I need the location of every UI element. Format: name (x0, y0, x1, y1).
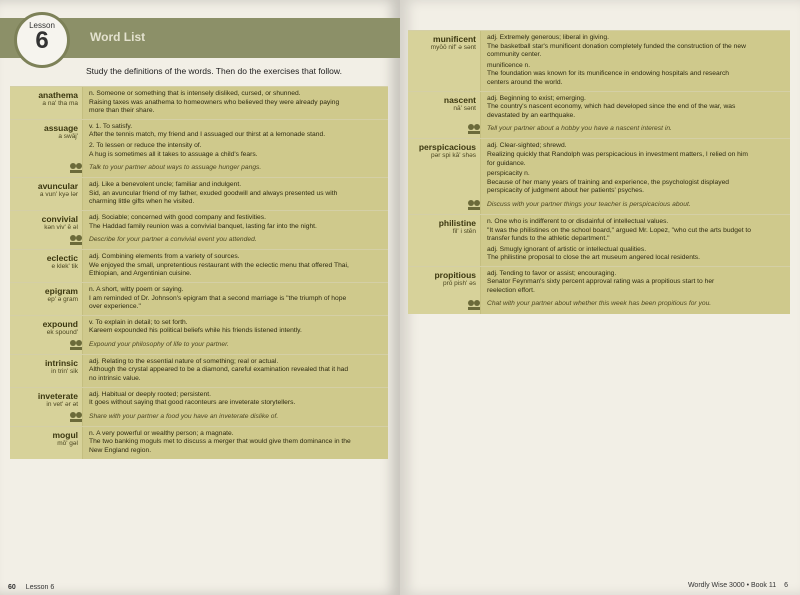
footer-lesson: Lesson 6 (25, 584, 55, 591)
definition-line: Because of her many years of training and experience, the psychologist displayed (487, 178, 730, 186)
definition-line: adj. Tending to favor or assist; encouraging. (487, 269, 617, 277)
word-entry (10, 426, 388, 459)
word-entry (10, 387, 388, 426)
definition-line: The basketball star's munificent donation completely funded the construction of the new (487, 42, 746, 50)
headword-text: philistine (438, 217, 476, 228)
page-number-right: 6 (784, 582, 788, 589)
definition-body (480, 215, 790, 266)
talk-text: Share with your partner a food you have an inveterate dislike of. (89, 412, 279, 420)
headword-text: eclectic (46, 253, 78, 264)
talk-prompt (487, 199, 784, 211)
book-title: Wordly Wise 3000 • Book 11 (687, 582, 777, 589)
pronunciation: myōō nif' ə sənt (430, 44, 476, 51)
definition-line: no intrinsic value. (89, 375, 141, 383)
definition-body (82, 250, 388, 282)
headword (10, 355, 82, 387)
definition-body (82, 211, 388, 249)
word-entry (10, 249, 388, 282)
pronunciation: nā' sənt (453, 104, 476, 112)
word-entry (10, 354, 388, 387)
word-entry (408, 214, 790, 266)
pronunciation: ep' ə gram (47, 295, 78, 303)
headword-text: munificent (433, 34, 476, 44)
definition-body (480, 139, 790, 214)
discussion-icon (69, 234, 83, 246)
lesson-number: 6 (35, 27, 49, 54)
pronunciation: in vet' ər ət (46, 400, 78, 408)
headword (408, 31, 480, 91)
headword-text: inveterate (37, 390, 78, 401)
headword-text: perspicacious (418, 142, 476, 153)
word-entry (10, 86, 388, 119)
pronunciation: prō pish' əs (442, 279, 476, 287)
definition-line: perspicacity n. (487, 170, 530, 178)
definition-line: centers around the world. (487, 78, 563, 86)
left-word-list (10, 86, 388, 459)
definition-line: devastated by an earthquake. (487, 111, 576, 119)
definition-line: adj. Extremely generous; liberal in giving. (487, 34, 609, 41)
definition-line: adj. Habitual or deeply rooted; persistent. (89, 390, 211, 398)
pronunciation: a vun' kyə lər (39, 191, 78, 199)
pronunciation: e klek' tik (51, 263, 78, 271)
discussion-icon (467, 199, 481, 211)
definition-body (480, 92, 790, 139)
definition-line: I am reminded of Dr. Johnson's epigram that a second marriage is "the triumph of hope (89, 294, 347, 302)
headword (10, 87, 82, 119)
definition-line: community center. (487, 51, 542, 59)
discussion-icon (69, 162, 83, 174)
right-word-list (408, 30, 790, 314)
headword-text: expound (42, 318, 78, 329)
pronunciation: mō' gəl (57, 439, 78, 447)
talk-prompt (89, 234, 382, 246)
definition-line: Senator Feynman's sixty percent approval rating was a propitious start to her (487, 278, 715, 286)
definition-line: The foundation was known for its munificence in endowing hospitals and research (487, 70, 730, 78)
definition-line: adj. Like a benevolent uncle; familiar and indulgent. (89, 181, 242, 189)
definition-line: charming little gifts when he visited. (89, 198, 195, 206)
word-entry (10, 119, 388, 177)
definition-line: The Haddad family reunion was a convivial banquet, lasting far into the night. (89, 222, 317, 230)
definition-line: adj. Smugly ignorant of artistic or intellectual qualities. (487, 245, 647, 253)
definition-line: The philistine proposal to close the art museum angered local residents. (487, 254, 701, 262)
headword-text: propitious (434, 269, 476, 280)
definition-line: After the tennis match, my friend and I assuaged our thirst at a lemonade stand. (89, 131, 326, 139)
pronunciation: in trin' sik (51, 367, 78, 375)
definition-line: more than their share. (89, 107, 155, 115)
definition-line: perspicacity of judgment about her patients' psyches. (487, 187, 645, 195)
definition-line: We enjoyed the small, unpretentious restaurant with the eclectic menu that offered Thai, (89, 261, 349, 269)
footer-left (8, 584, 54, 591)
definition-line: Raising taxes was anathema to homeowners who believed they were already paying (89, 98, 340, 106)
pronunciation: fil' i stēn (452, 227, 476, 235)
definition-line: adj. Clear-sighted; shrewd. (487, 142, 567, 150)
definition-body (82, 87, 388, 119)
word-entry (10, 282, 388, 315)
definition-line: adj. Sociable; concerned with good company and festivities. (89, 213, 266, 221)
talk-text: Chat with your partner about whether this week has been propitious for you. (487, 300, 712, 308)
pronunciation: kən viv' ē əl (44, 223, 78, 231)
headword-text: convivial (41, 213, 78, 224)
headword (408, 215, 480, 266)
definition-line: Sid, an avuncular friend of my father, exuded goodwill and always presented us with (89, 189, 338, 197)
definition-line: Kareem expounded his political beliefs while his friends listened intently. (89, 327, 302, 335)
definition-line: New England region. (89, 447, 152, 455)
word-entry (408, 138, 790, 214)
discussion-icon (467, 299, 481, 311)
headword-text: avuncular (37, 181, 78, 192)
talk-prompt (487, 299, 784, 311)
definition-line: n. Someone or something that is intensely disliked, cursed, or shunned. (89, 90, 301, 97)
talk-text: Describe for your partner a convivial event you attended. (89, 235, 257, 243)
talk-text: Talk to your partner about ways to assuage hunger pangs. (89, 163, 262, 171)
definition-line: reelection effort. (487, 287, 535, 295)
lesson-badge (14, 12, 70, 68)
definition-line: n. A very powerful or wealthy person; a magnate. (89, 429, 234, 437)
definition-line: It goes without saying that good raconteurs are inveterate storytellers. (89, 399, 296, 407)
footer-right (688, 582, 788, 589)
definition-line: Ethiopian, and Argentinian cuisine. (89, 270, 192, 278)
talk-text: Discuss with your partner things your teacher is perspicacious about. (487, 200, 691, 208)
definition-line: munificence n. (487, 61, 531, 69)
talk-prompt (487, 123, 784, 135)
definition-body (82, 120, 388, 177)
pronunciation: pər spi kā' shəs (431, 152, 476, 160)
headword-text: epigram (44, 285, 78, 296)
headword-text: assuage (43, 122, 78, 133)
definition-body (82, 316, 388, 354)
word-entry (408, 266, 790, 314)
right-page (400, 0, 800, 595)
talk-prompt (89, 411, 382, 423)
definition-line: over experience." (89, 303, 141, 311)
headword (10, 178, 82, 210)
definition-body (82, 178, 388, 210)
headword-text: nascent (443, 94, 476, 105)
definition-body (480, 31, 790, 91)
definition-body (480, 267, 790, 314)
definition-line: "It was the philistines on the school board," argued Mr. Lopez, "who cut the arts budget to (487, 226, 752, 234)
headword (10, 283, 82, 315)
definition-body (82, 283, 388, 315)
definition-line: n. One who is indifferent to or disdainful of intellectual values. (487, 217, 669, 225)
definition-line: v. To explain in detail; to set forth. (89, 318, 188, 326)
headword (10, 250, 82, 282)
headword-text: anathema (38, 90, 78, 100)
definition-body (82, 427, 388, 459)
headword-text: mogul (52, 429, 78, 440)
definition-line: adj. Combining elements from a variety of sources. (89, 253, 240, 261)
word-entry (10, 210, 388, 249)
word-entry (10, 315, 388, 354)
definition-line: The two banking moguls met to discuss a merger that would give them dominance in the (89, 438, 351, 446)
pronunciation: ek spound' (46, 328, 78, 336)
discussion-icon (69, 339, 83, 351)
definition-line: for guidance. (487, 159, 526, 167)
instructions: Study the definitions of the words. Then do the exercises that follow. (86, 66, 342, 76)
page-number-left: 60 (8, 584, 16, 591)
definition-line: adj. Beginning to exist; emerging. (487, 94, 586, 102)
definition-line: The country's nascent economy, which had developed since the end of the war, was (487, 103, 736, 111)
pronunciation: a na' tha ma (42, 100, 78, 107)
definition-line: transfer funds to the athletic department." (487, 235, 610, 243)
definition-line: n. A short, witty poem or saying. (89, 285, 184, 293)
page-title: Word List (90, 30, 146, 44)
definition-body (82, 355, 388, 387)
talk-text: Expound your philosophy of life to your partner. (89, 340, 229, 348)
lesson-label: Lesson (29, 21, 55, 30)
definition-line: A hug is sometimes all it takes to assuage a child's fears. (89, 150, 258, 158)
discussion-icon (69, 411, 83, 423)
definition-line: adj. Relating to the essential nature of something; real or actual. (89, 357, 279, 365)
definition-line: v. 1. To satisfy. (89, 122, 133, 130)
headword (10, 427, 82, 459)
pronunciation: a swāj' (58, 132, 78, 140)
word-entry (10, 177, 388, 210)
talk-text: Tell your partner about a hobby you have a nascent interest in. (487, 125, 672, 133)
definition-line: Although the crystal appeared to be a diamond, careful examination revealed that it had (89, 366, 349, 374)
discussion-icon (467, 123, 481, 135)
definition-body (82, 388, 388, 426)
word-entry (408, 91, 790, 139)
talk-prompt (89, 339, 382, 351)
word-entry (408, 30, 790, 91)
definition-line: 2. To lessen or reduce the intensity of. (89, 141, 202, 149)
definition-line: Realizing quickly that Randolph was perspicacious in investment matters, I relied on him (487, 150, 748, 158)
headword-text: intrinsic (44, 357, 78, 368)
talk-prompt (89, 162, 382, 174)
